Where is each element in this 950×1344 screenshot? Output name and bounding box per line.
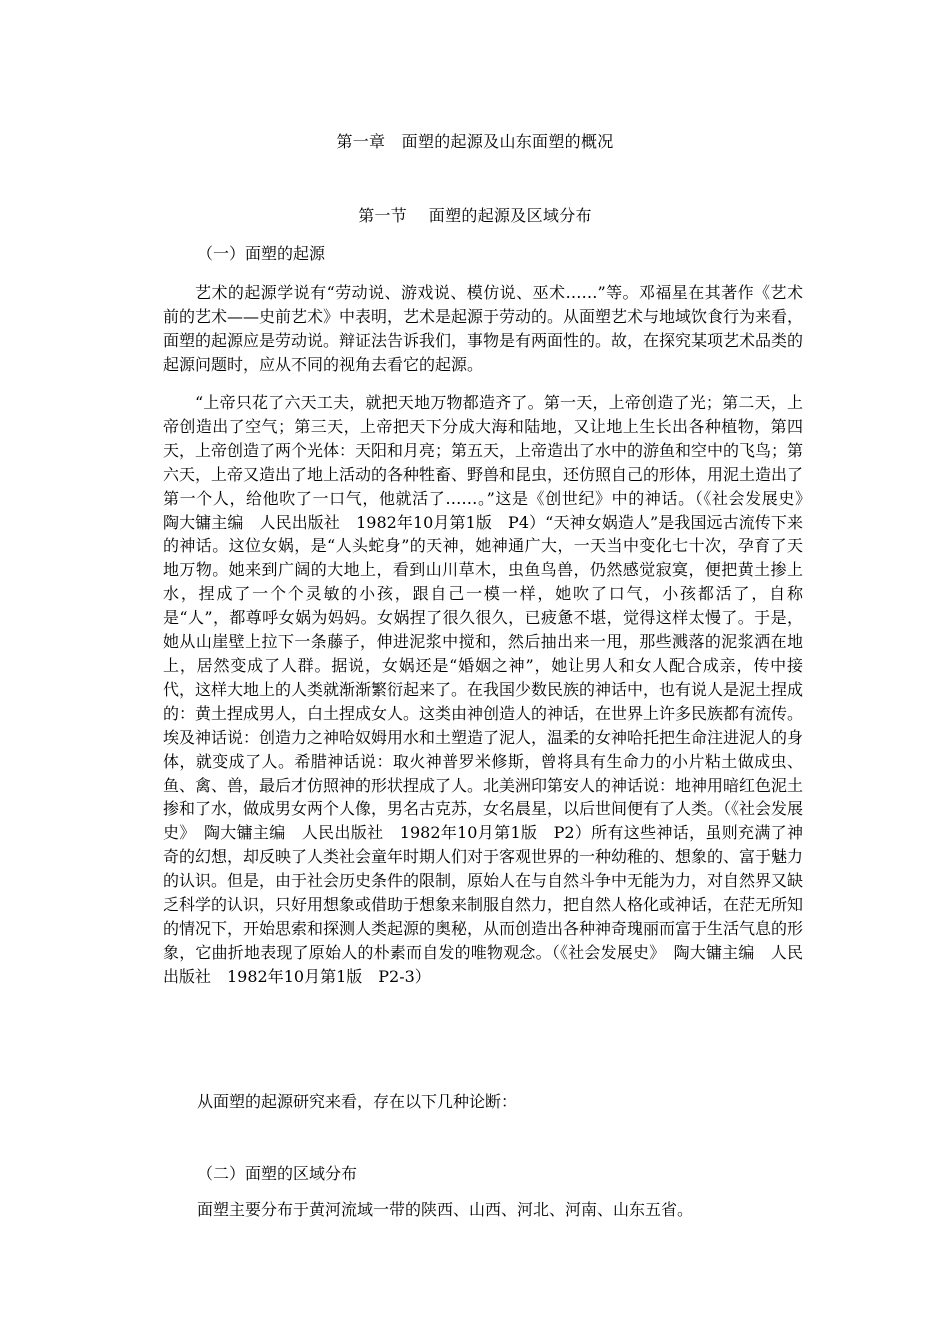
subsection-heading-origin: （一）面塑的起源 xyxy=(197,244,326,263)
subsection-heading-distribution: （二）面塑的区域分布 xyxy=(197,1164,358,1183)
chapter-title: 第一章 面塑的起源及山东面塑的概况 xyxy=(336,132,614,151)
paragraph-creation-myths: “上帝只花了六天工夫，就把天地万物都造齐了。第一天，上帝创造了光；第二天，上帝创造出了空气；第三天，上帝把天下分成大海和陆地，又让地上生长出各种植物，第四天，上帝创造了两个光体：天阳和月亮；第五天，上帝造出了水中的游鱼和空中的飞鸟；第六天，上帝又造出了地上活动的各种牲畜、野兽和昆虫，还仿照自己的形体，用泥土造出了第一个人，给他吹了一口气，他就活了……。”这是《创世纪》中的神话。（《社会发展史》 陶大镛主编 人民出版社 1982年10月第1版 P4）“天神女娲造人”是我国远古流传下来的神话。这位女娲，是“人头蛇身”的天神，她神通广大，一天当中变化七十次，孕育了天地万物。她来到广阔的大地上，看到山川草木，虫鱼鸟兽，仍然感觉寂寞，便把黄土掺上水，捏成了一个个灵敏的小孩，跟自己一模一样，她吹了口气，小孩都活了，自称是“人”，都尊呼女娲为妈妈。女娲捏了很久很久，已疲惫不堪，觉得这样太慢了。于是，她从山崖壁上拉下一条藤子，伸进泥浆中搅和，然后抽出来一甩，那些溅落的泥浆洒在地上，居然变成了人群。据说，女娲还是“婚姻之神”，她让男人和女人配合成亲，传中接代，这样大地上的人类就渐渐繁衍起来了。在我国少数民族的神话中，也有说人是泥土捏成的：黄土捏成男人，白土捏成女人。这类由神创造人的神话，在世界上许多民族都有流传。埃及神话说：创造力之神哈奴姆用水和土塑造了泥人，温柔的女神哈托把生命注进泥人的身体，就变成了人。希腊神话说：取火神普罗米修斯，曾将具有生命力的小片粘土做成虫、鱼、禽、兽，最后才仿照神的形状捏成了人。北美洲印第安人的神话说：地神用暗红色泥土掺和了水，做成男女两个人像，男名古克苏，女名晨星，以后世间便有了人类。（《社会发展史》 陶大镛主编 人民出版社 1982年10月第1版 P2）所有这些神话，虽则充满了神奇的幻想，却反映了人类社会童年时期人们对于客观世界的一种幼稚的、想象的、富于魅力的认识。但是，由于社会历史条件的限制，原始人在与自然斗争中无能为力，对自然界又缺乏科学的认识，只好用想象或借助于想象来制服自然力，把自然人格化或神话，在茫无所知的情况下，开始思索和探测人类起源的奥秘，从而创造出各种神奇瑰丽而富于生活气息的形象，它曲折地表现了原始人的朴素而自发的唯物观念。（《社会发展史》 陶大镛主编 人民出版社 1982年10月第1版 P2-3） xyxy=(163,393,820,986)
section-title: 第一节 面塑的起源及区域分布 xyxy=(358,206,592,225)
paragraph-distribution: 面塑主要分布于黄河流域一带的陕西、山西、河北、河南、山东五省。 xyxy=(197,1200,694,1219)
paragraph-arguments-intro: 从面塑的起源研究来看，存在以下几种论断： xyxy=(197,1092,518,1111)
paragraph-origin-theories: 艺术的起源学说有“劳动说、游戏说、模仿说、巫术……”等。邓福星在其著作《艺术前的艺术——史前艺术》中表明，艺术是起源于劳动的。从面塑艺术与地域饮食行为来看，面塑的起源应是劳动说。辩证法告诉我们，事物是有两面性的。故，在探究某项艺术品类的起源问题时，应从不同的视角去看它的起源。 xyxy=(163,283,804,374)
